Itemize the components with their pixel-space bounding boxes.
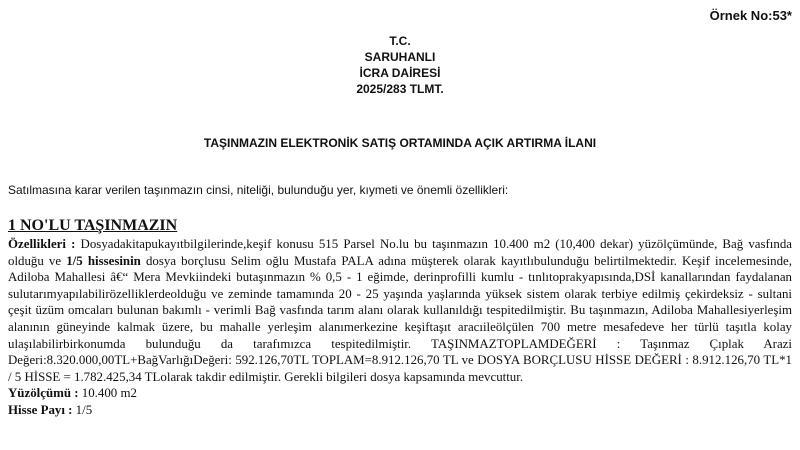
page-title: TAŞINMAZIN ELEKTRONİK SATIŞ ORTAMINDA AÇIK ARTIRMA İLANI <box>203 136 597 150</box>
property-section <box>8 216 792 419</box>
area-row <box>8 385 792 402</box>
header-file-number: 2025/283 TLMT. <box>356 82 444 96</box>
area-value: 10.400 m2 <box>78 386 137 401</box>
share-highlight: 1/5 hissesinin <box>66 253 141 268</box>
intro-text: Satılmasına karar verilen taşınmazın cinsi, niteliği, bulunduğu yer, kıymeti ve önemli özellikleri: <box>8 183 509 197</box>
ornek-number: Örnek No:53* <box>709 8 792 23</box>
share-label: Hisse Payı : <box>8 403 73 418</box>
court-header <box>0 33 800 97</box>
features-label: Özellikleri : <box>8 237 76 251</box>
share-row <box>8 402 792 419</box>
features-text-1: Dosyadakitapukayıtbilgilerinde,keşif konusu 515 Parsel No.lu bu taşınmazın 10.400 m2 (10,400 dekar) yüzölçümünde, Bağ vasfında olduğu ve <box>8 237 792 268</box>
features-text-2: dosya borçlusu Selim oğlu Mustafa PALA adına müşterek olarak kayıtlıbulunduğu belirtilmektedir. Keşif incelemesinde, Adiloba Mahallesi â€“ Mera Mevkiindeki butaşınmazın % 0,5 - 1 eğimde, derinprofilli kumlu - tınlıtoprakyapısında,DSİ kanallarından faydalanan sulutarımyapılabilirözelliklerdeolduğu ve zeminde tamamında 20 - 25 yaşında yaşlarında yüksek sistem olarak terbiye edilmiş çekirdeksiz - sultani çeşit üzüm omcaları bulunan bakımlı - verimli Bağ vasfında tarım alanı olarak kullanıldığı tespitedilmiştir. Bu taşınmazın, Adiloba Mahallesiyerleşim alanının güneyinde kalmak üzere, bu mahalle yerleşim alanımerkezine keşiftaşıt aracıileölçülen 700 metre mesafedeve her türlü taşıtla kolay ulaşılabilirbirkonumda bulunduğu da tarafımızca tespitedilmiştir. TAŞINMAZTOPLAMDEĞERİ : Taşınmaz Çıplak Arazi Değeri:8.320.000,00TL+BağVarlığıDeğeri: 592.126,70TL TOPLAM=8.912.126,70 TL ve DOSYA BORÇLUSU HİSSE DEĞERİ : 8.912.126,70 TL*1 / 5 HİSSE = 1.782.425,34 TLolarak takdir edilmiştir. Gerekli bilgileri dosya kapsamında mevcuttur. <box>8 253 793 384</box>
area-label: Yüzölçümü : <box>8 386 79 401</box>
header-tc: T.C. <box>389 34 411 48</box>
property-features <box>8 236 792 385</box>
share-value: 1/5 <box>72 403 93 418</box>
header-office: İCRA DAİRESİ <box>359 66 441 80</box>
header-district: SARUHANLI <box>364 50 436 64</box>
property-heading: 1 NO'LU TAŞINMAZIN <box>8 217 178 234</box>
